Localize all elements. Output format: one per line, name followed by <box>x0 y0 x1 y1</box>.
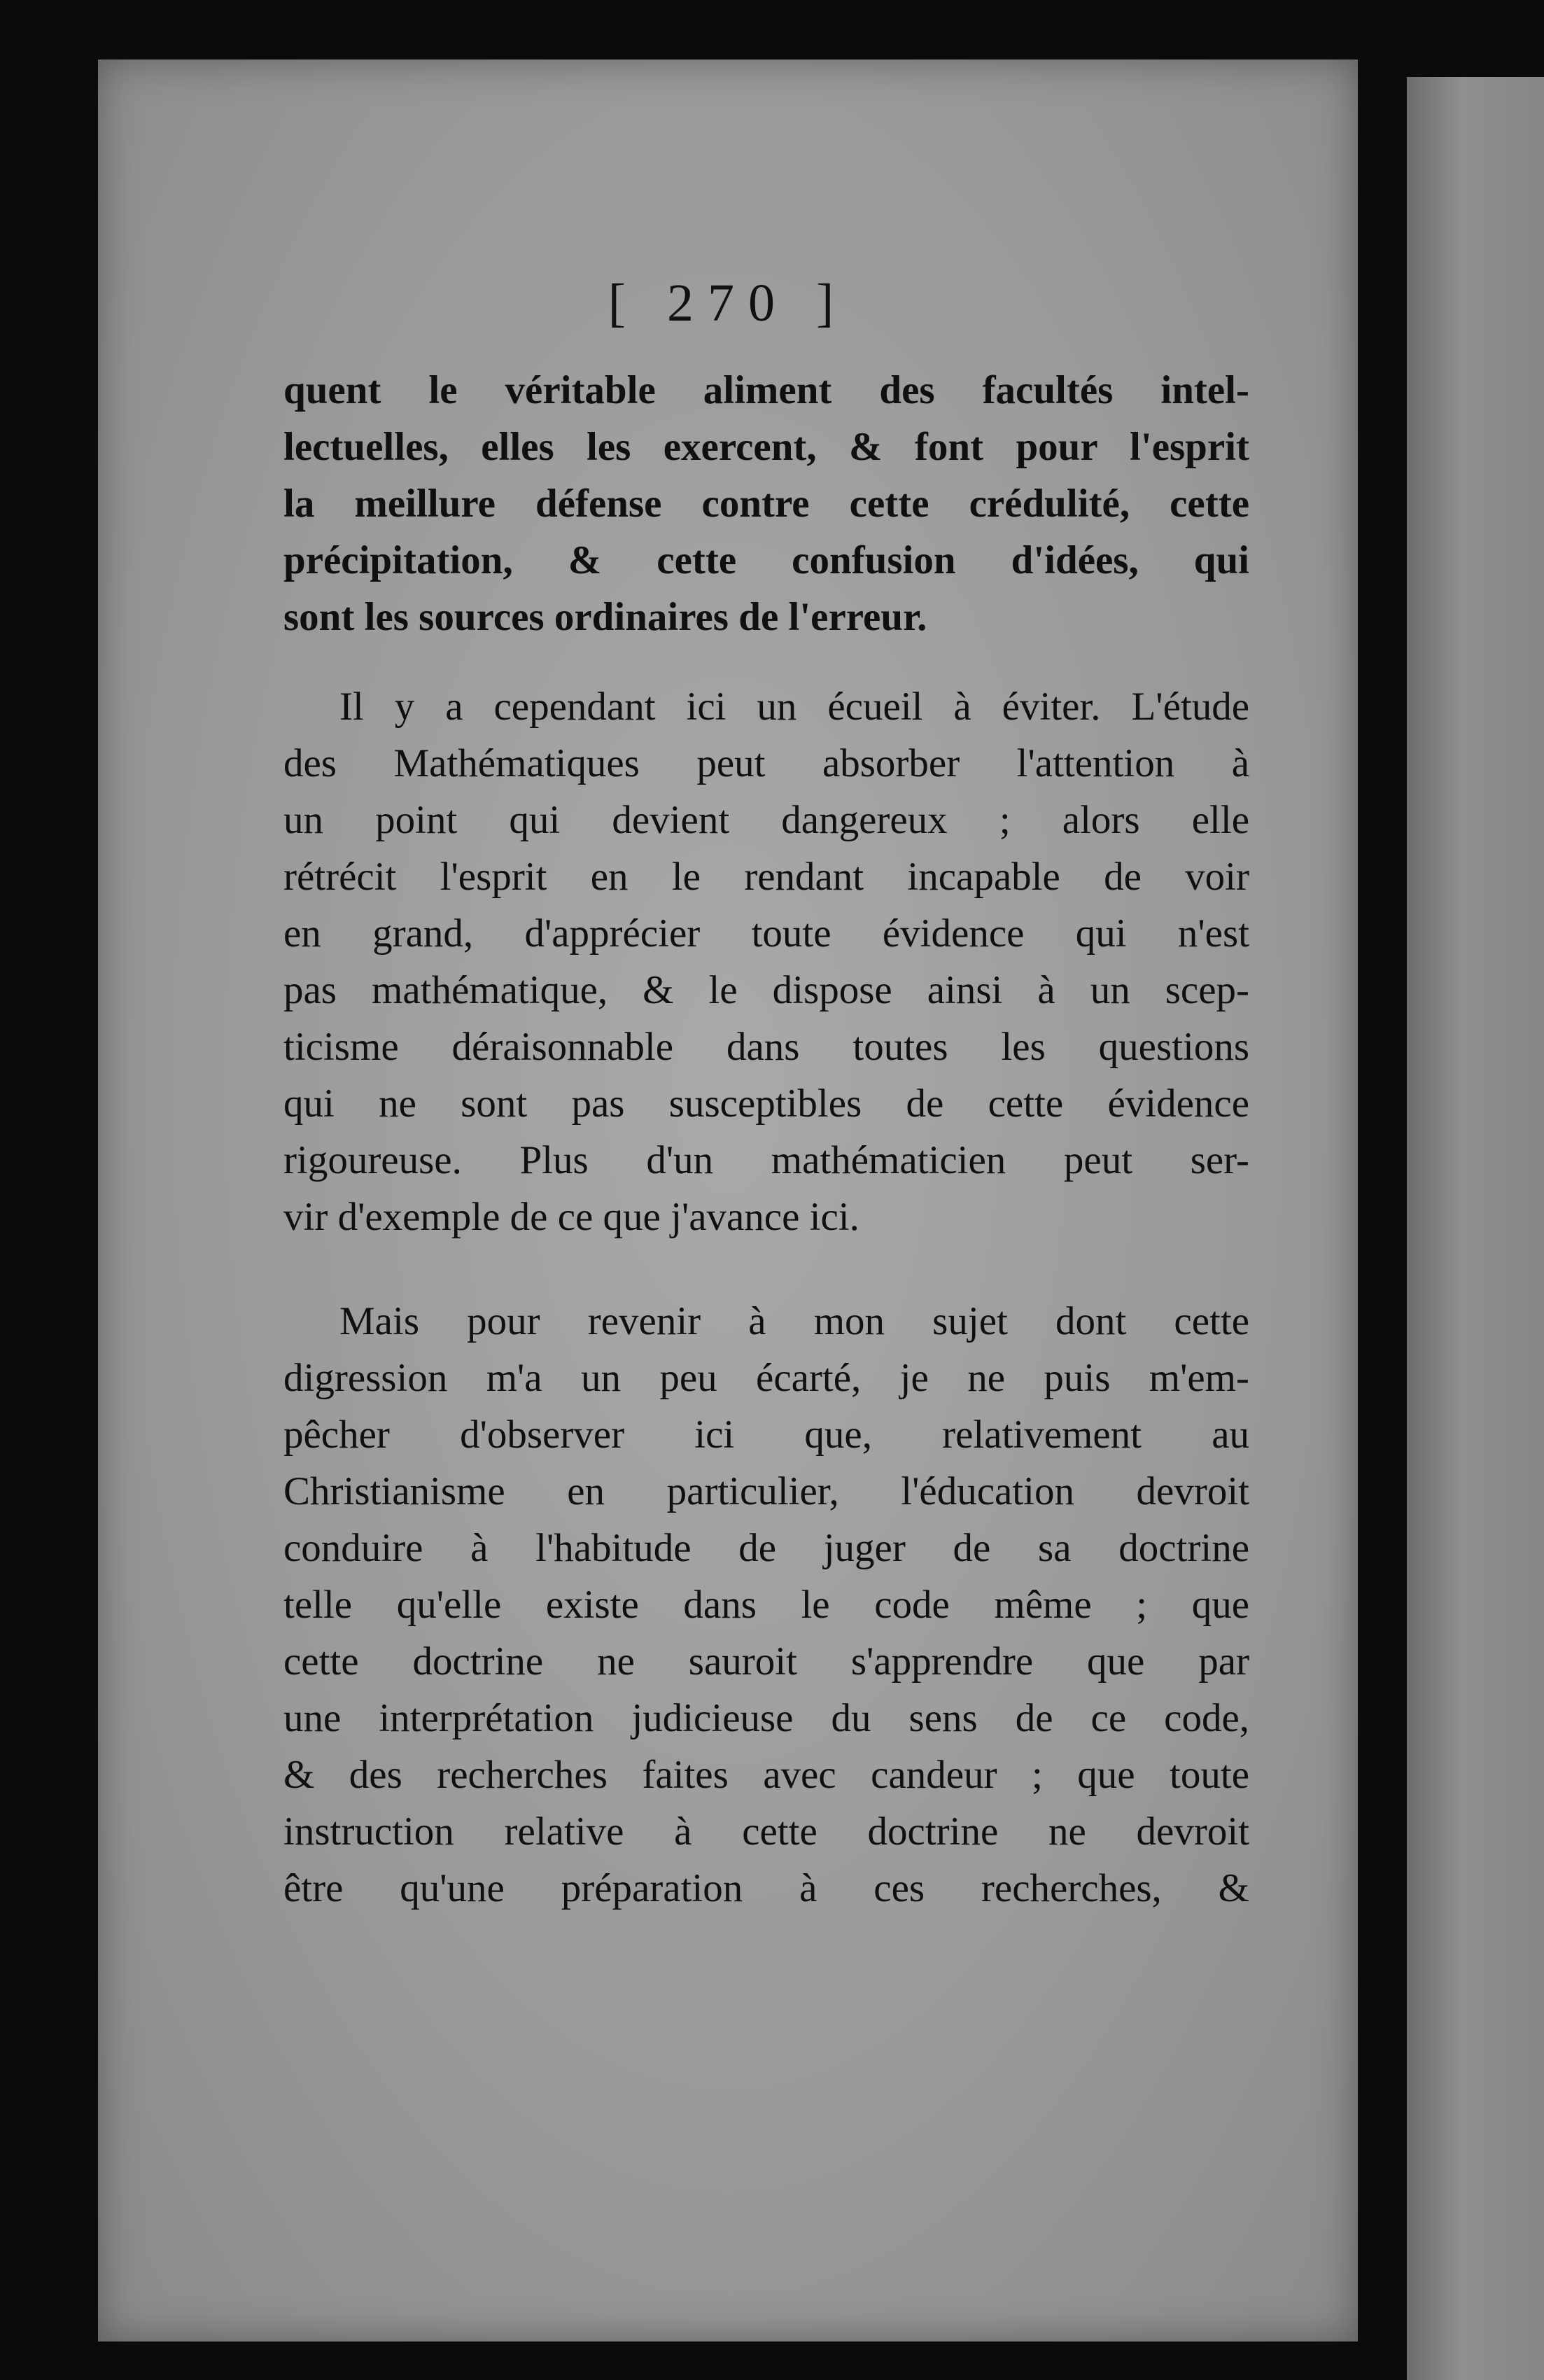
text-line: & des recherches faites avec candeur ; que toute <box>283 1753 1249 1797</box>
paragraph-2 <box>283 678 1249 1245</box>
text-line: qui ne sont pas susceptibles de cette évidence <box>283 1082 1249 1126</box>
text-line: sont les sources ordinaires de l'erreur. <box>283 595 927 639</box>
text-line: telle qu'elle existe dans le code même ; que <box>283 1583 1249 1627</box>
text-line: lectuelles, elles les exercent, & font pour l'esprit <box>283 425 1249 469</box>
book-page <box>98 59 1358 2342</box>
paragraph-1 <box>283 362 1249 645</box>
text-line: des Mathématiques peut absorber l'attention à <box>283 741 1249 785</box>
text-line: Christianisme en particulier, l'éducation devroit <box>283 1469 1249 1513</box>
text-line: instruction relative à cette doctrine ne devroit <box>283 1809 1249 1854</box>
text-line: rétrécit l'esprit en le rendant incapable de voir <box>283 855 1249 899</box>
text-line: ticisme déraisonnable dans toutes les questions <box>283 1025 1249 1069</box>
text-line: digression m'a un peu écarté, je ne puis m'em- <box>283 1356 1249 1400</box>
text-line: une interprétation judicieuse du sens de ce code, <box>283 1696 1249 1740</box>
text-line: la meillure défense contre cette crédulité, cette <box>283 482 1249 526</box>
text-line: Il y a cependant ici un écueil à éviter. L'étude <box>339 685 1249 729</box>
text-line: vir d'exemple de ce que j'avance ici. <box>283 1195 859 1239</box>
text-line: conduire à l'habitude de juger de sa doctrine <box>283 1526 1249 1570</box>
text-line: être qu'une préparation à ces recherches, & <box>283 1866 1249 1910</box>
text-line: précipitation, & cette confusion d'idées, qui <box>283 538 1249 582</box>
text-line: rigoureuse. Plus d'un mathématicien peut ser- <box>283 1138 1249 1182</box>
text-line: Mais pour revenir à mon sujet dont cette <box>339 1299 1249 1343</box>
text-line: pas mathématique, & le dispose ainsi à un scep- <box>283 968 1249 1012</box>
text-line: un point qui devient dangereux ; alors elle <box>283 798 1249 842</box>
text-line: quent le véritable aliment des facultés intel- <box>283 368 1249 412</box>
text-line: en grand, d'apprécier toute évidence qui n'est <box>283 911 1249 955</box>
adjacent-page-edge <box>1407 77 1544 2380</box>
text-line: cette doctrine ne sauroit s'apprendre que par <box>283 1639 1249 1684</box>
text-line: pêcher d'observer ici que, relativement au <box>283 1413 1249 1457</box>
page-number-header: [ 270 ] <box>608 274 848 332</box>
paragraph-3 <box>283 1293 1249 1917</box>
